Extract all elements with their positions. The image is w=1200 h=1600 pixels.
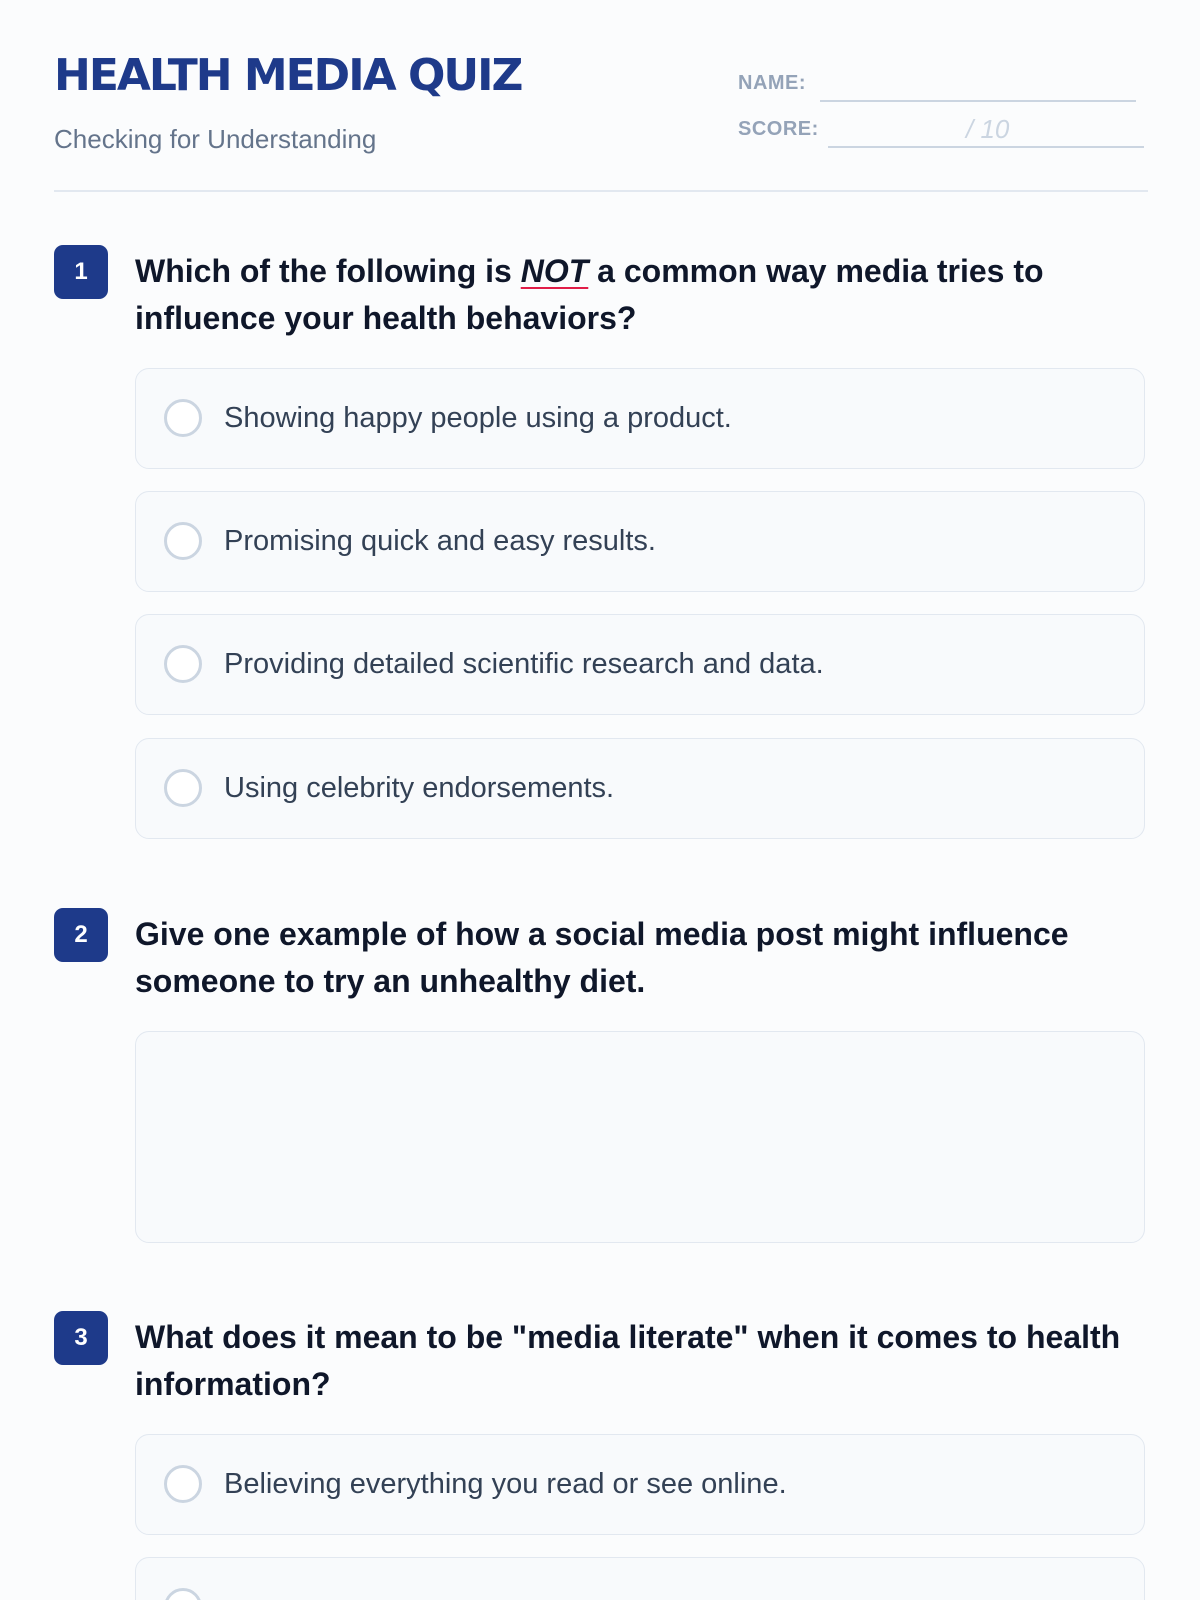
quiz-header	[54, 0, 1148, 192]
question-text-part: a common way media tries to influence your health behaviors?	[135, 253, 1044, 336]
radio-button[interactable]	[164, 1588, 202, 1600]
option-1d[interactable]	[135, 738, 1145, 839]
option-1c[interactable]	[135, 614, 1145, 715]
option-label: Providing detailed scientific research and data.	[224, 648, 824, 680]
radio-button[interactable]	[164, 399, 202, 437]
question-number-badge: 3	[54, 1311, 108, 1365]
score-label: SCORE:	[738, 118, 819, 140]
option-3b[interactable]	[135, 1557, 1145, 1600]
question-number-badge: 1	[54, 245, 108, 299]
option-1a[interactable]	[135, 368, 1145, 469]
option-label: Promising quick and easy results.	[224, 525, 656, 557]
option-3a[interactable]	[135, 1434, 1145, 1535]
name-label: NAME:	[738, 72, 807, 94]
question-number-badge: 2	[54, 908, 108, 962]
question-2-text: Give one example of how a social media post might influence someone to try an unhealthy diet.	[135, 916, 1069, 999]
radio-button[interactable]	[164, 1465, 202, 1503]
question-3-text: What does it mean to be "media literate" when it comes to health information?	[135, 1319, 1121, 1402]
radio-button[interactable]	[164, 769, 202, 807]
option-1b[interactable]	[135, 491, 1145, 592]
radio-button[interactable]	[164, 522, 202, 560]
score-field[interactable]	[828, 146, 1144, 148]
quiz-title: HEALTH MEDIA QUIZ	[54, 50, 522, 101]
answer-textarea[interactable]	[135, 1031, 1145, 1243]
score-total: / 10	[966, 114, 1010, 144]
option-label: Believing everything you read or see online.	[224, 1468, 787, 1500]
option-label: Using celebrity endorsements.	[224, 772, 615, 804]
question-emphasis: NOT	[520, 253, 589, 289]
name-field[interactable]	[820, 100, 1136, 102]
quiz-subtitle: Checking for Understanding	[54, 124, 377, 154]
option-label: Showing happy people using a product.	[224, 402, 732, 434]
question-1-text	[135, 248, 1155, 342]
question-text-part: Which of the following is	[135, 253, 521, 289]
radio-button[interactable]	[164, 645, 202, 683]
